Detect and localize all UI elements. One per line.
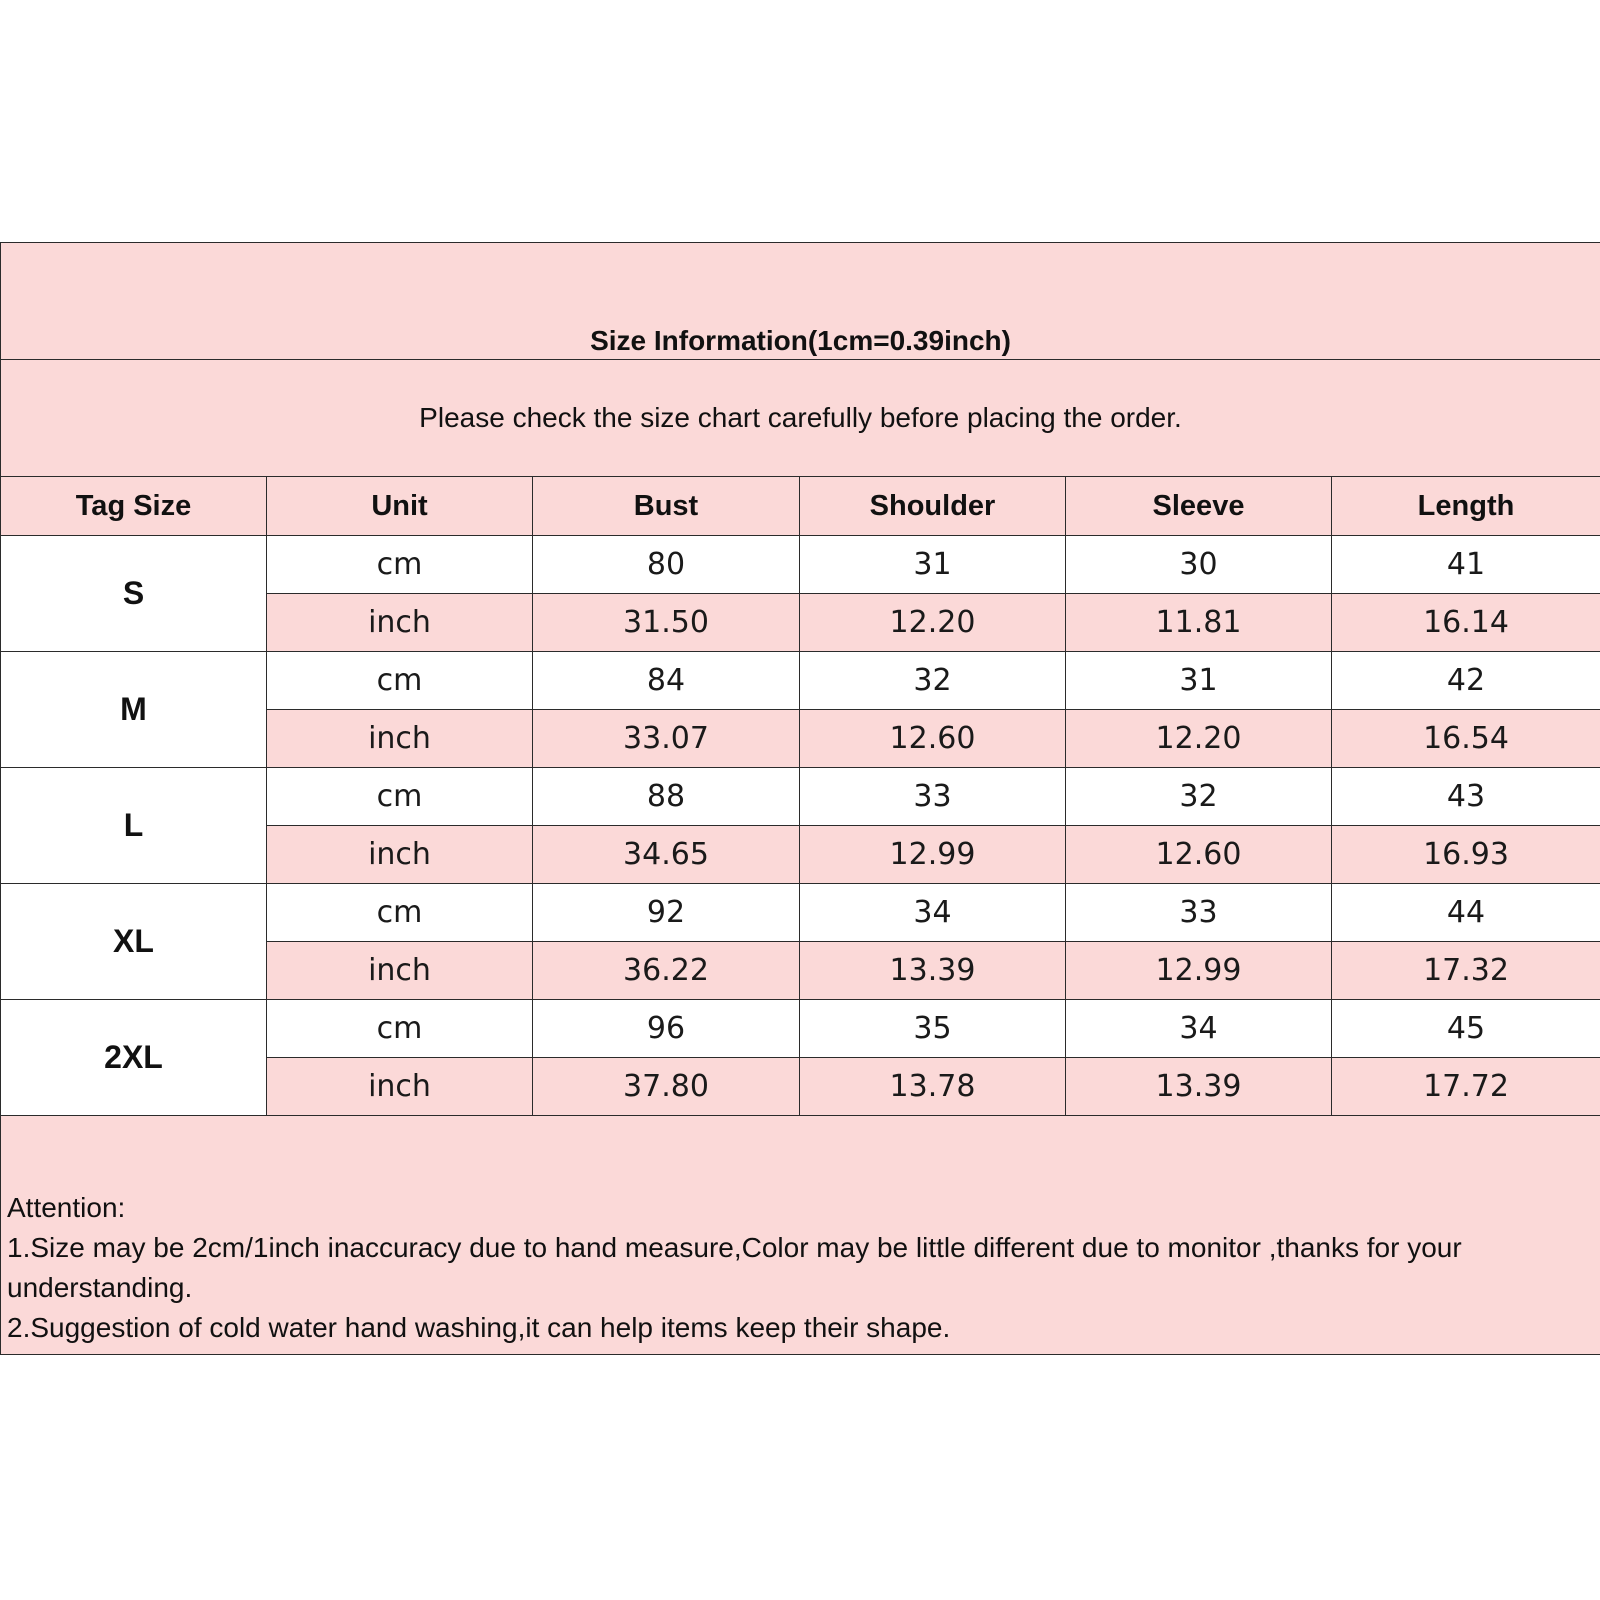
shoulder-cell: 12.60 (800, 710, 1066, 768)
unit-cell: inch (267, 594, 533, 652)
sleeve-cell: 13.39 (1066, 1058, 1332, 1116)
tag-size-cell: M (1, 652, 267, 768)
attention-heading: Attention: (7, 1192, 126, 1223)
sleeve-cell: 12.60 (1066, 826, 1332, 884)
shoulder-cell: 13.78 (800, 1058, 1066, 1116)
shoulder-cell: 12.99 (800, 826, 1066, 884)
length-cell: 44 (1332, 884, 1600, 942)
chart-title: Size Information(1cm=0.39inch) (590, 325, 1011, 356)
bust-cell: 92 (533, 884, 800, 942)
bust-cell: 96 (533, 1000, 800, 1058)
attention-notes (1, 1116, 1600, 1355)
length-cell: 42 (1332, 652, 1600, 710)
bust-cell: 36.22 (533, 942, 800, 1000)
tag-size-cell: L (1, 768, 267, 884)
notes-row (1, 1116, 1600, 1355)
bust-cell: 80 (533, 536, 800, 594)
sleeve-cell: 33 (1066, 884, 1332, 942)
sleeve-cell: 32 (1066, 768, 1332, 826)
bust-cell: 33.07 (533, 710, 800, 768)
shoulder-cell: 33 (800, 768, 1066, 826)
bust-cell: 37.80 (533, 1058, 800, 1116)
length-cell: 16.93 (1332, 826, 1600, 884)
tag-size-cell: S (1, 536, 267, 652)
bust-cell: 34.65 (533, 826, 800, 884)
sleeve-cell: 11.81 (1066, 594, 1332, 652)
length-cell: 16.14 (1332, 594, 1600, 652)
tag-size-cell: XL (1, 884, 267, 1000)
unit-cell: inch (267, 942, 533, 1000)
unit-cell: cm (267, 768, 533, 826)
table-row (1, 1000, 1600, 1058)
unit-cell: inch (267, 826, 533, 884)
shoulder-cell: 35 (800, 1000, 1066, 1058)
unit-cell: inch (267, 1058, 533, 1116)
sleeve-cell: 12.20 (1066, 710, 1332, 768)
sleeve-cell: 34 (1066, 1000, 1332, 1058)
sleeve-cell: 30 (1066, 536, 1332, 594)
bust-cell: 88 (533, 768, 800, 826)
notice-text: Please check the size chart carefully before placing the order. (1, 360, 1600, 477)
attention-note-2: 2.Suggestion of cold water hand washing,it can help items keep their shape. (7, 1312, 951, 1343)
length-cell: 17.72 (1332, 1058, 1600, 1116)
table-row (1, 652, 1600, 710)
header-sleeve: Sleeve (1066, 477, 1332, 536)
attention-note-1: 1.Size may be 2cm/1inch inaccuracy due to hand measure,Color may be little different due to monitor ,thanks for your understanding. (7, 1232, 1462, 1303)
bust-cell: 31.50 (533, 594, 800, 652)
unit-cell: cm (267, 536, 533, 594)
shoulder-cell: 13.39 (800, 942, 1066, 1000)
title-row (1, 243, 1600, 360)
size-chart-sheet (0, 242, 1600, 1356)
shoulder-cell: 31 (800, 536, 1066, 594)
length-cell: 45 (1332, 1000, 1600, 1058)
header-bust: Bust (533, 477, 800, 536)
length-cell: 41 (1332, 536, 1600, 594)
header-shoulder: Shoulder (800, 477, 1066, 536)
sleeve-cell: 12.99 (1066, 942, 1332, 1000)
table-row (1, 884, 1600, 942)
table-row (1, 768, 1600, 826)
table-row (1, 536, 1600, 594)
unit-cell: cm (267, 884, 533, 942)
unit-cell: inch (267, 710, 533, 768)
unit-cell: cm (267, 1000, 533, 1058)
bust-cell: 84 (533, 652, 800, 710)
notice-row (1, 360, 1600, 477)
header-length: Length (1332, 477, 1600, 536)
shoulder-cell: 34 (800, 884, 1066, 942)
unit-cell: cm (267, 652, 533, 710)
sleeve-cell: 31 (1066, 652, 1332, 710)
tag-size-cell: 2XL (1, 1000, 267, 1116)
length-cell: 17.32 (1332, 942, 1600, 1000)
title-cell (1, 243, 1600, 360)
header-unit: Unit (267, 477, 533, 536)
length-cell: 16.54 (1332, 710, 1600, 768)
shoulder-cell: 12.20 (800, 594, 1066, 652)
header-tag-size: Tag Size (1, 477, 267, 536)
size-table (0, 242, 1600, 1355)
shoulder-cell: 32 (800, 652, 1066, 710)
header-row (1, 477, 1600, 536)
length-cell: 43 (1332, 768, 1600, 826)
